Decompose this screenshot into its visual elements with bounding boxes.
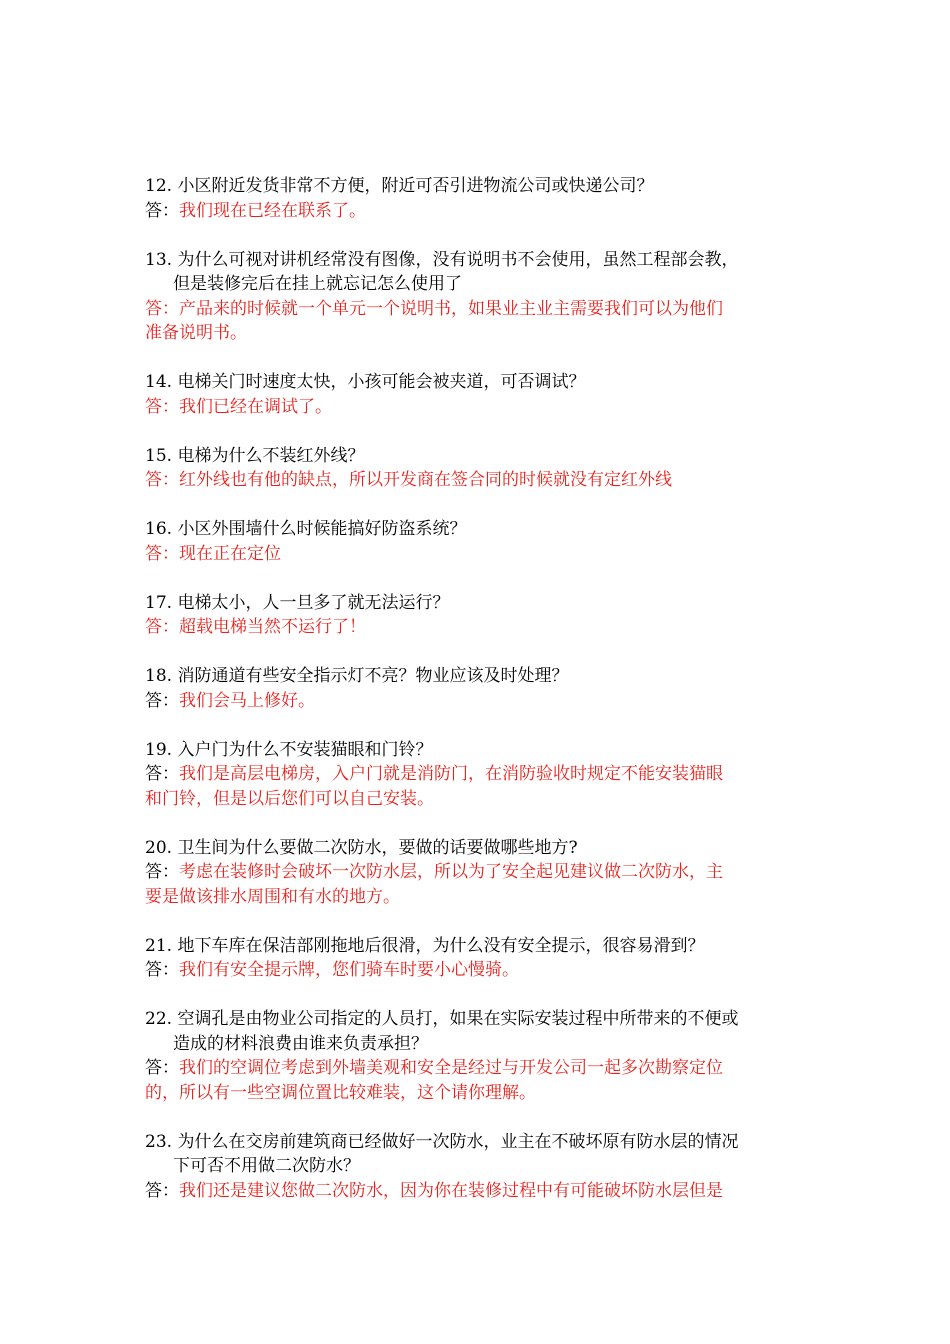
question-text: 14. 电梯关门时速度太快，小孩可能会被夹道，可否调试？ bbox=[145, 372, 586, 392]
question-text-continued: 但是装修完后在挂上就忘记怎么使用了 bbox=[173, 274, 462, 294]
answer-text bbox=[145, 762, 810, 787]
answer-text bbox=[145, 615, 810, 640]
answer-text bbox=[145, 297, 810, 322]
answer-body: 我们的空调位考虑到外墙美观和安全是经过与开发公司一起多次勘察定位 bbox=[179, 1058, 723, 1078]
question-text: 12. 小区附近发货非常不方便，附近可否引进物流公司或快递公司？ bbox=[145, 176, 654, 196]
document-page bbox=[145, 174, 810, 1228]
qa-item bbox=[145, 174, 810, 223]
question-text: 20. 卫生间为什么要做二次防水，要做的话要做哪些地方? bbox=[145, 837, 578, 858]
qa-item bbox=[145, 836, 810, 910]
answer-prefix: 答： bbox=[145, 298, 179, 319]
question-text: 21. 地下车库在保洁部刚拖地后很滑，为什么没有安全提示，很容易滑到？ bbox=[145, 935, 705, 956]
answer-prefix: 答： bbox=[145, 200, 179, 221]
answer-text bbox=[145, 1056, 810, 1081]
answer-prefix: 答： bbox=[145, 617, 179, 637]
answer-text-continued bbox=[145, 321, 810, 346]
qa-item bbox=[145, 664, 810, 713]
answer-text-continued bbox=[145, 885, 810, 910]
answer-body: 红外线也有他的缺点，所以开发商在签合同的时候就没有定红外线 bbox=[179, 470, 672, 490]
answer-prefix: 答： bbox=[145, 764, 179, 784]
answer-text bbox=[145, 1179, 810, 1204]
answer-text bbox=[145, 689, 810, 714]
qa-item bbox=[145, 1130, 810, 1204]
answer-body: 我们还是建议您做二次防水，因为你在装修过程中有可能破坏防水层但是 bbox=[179, 1180, 723, 1201]
answer-body: 我们已经在调试了。 bbox=[179, 396, 332, 417]
answer-body: 和门铃，但是以后您们可以自己安装。 bbox=[145, 788, 434, 809]
question-text: 22. 空调孔是由物业公司指定的人员打，如果在实际安装过程中所带来的不便或 bbox=[145, 1009, 739, 1029]
answer-text-continued bbox=[145, 1081, 810, 1106]
answer-prefix: 答： bbox=[145, 862, 179, 882]
answer-text bbox=[145, 542, 810, 567]
answer-body: 考虑在装修时会破坏一次防水层，所以为了安全起见建议做二次防水，主 bbox=[179, 862, 723, 882]
answer-body: 要是做该排水周围和有水的地方。 bbox=[145, 886, 400, 907]
question-text: 16. 小区外围墙什么时候能搞好防盗系统？ bbox=[145, 519, 467, 539]
question-text: 15. 电梯为什么不装红外线？ bbox=[145, 445, 365, 466]
answer-prefix: 答： bbox=[145, 1058, 179, 1078]
answer-text bbox=[145, 958, 810, 983]
answer-text bbox=[145, 860, 810, 885]
question-text-continued: 造成的材料浪费由谁来负责承担？ bbox=[173, 1033, 428, 1054]
answer-prefix: 答： bbox=[145, 396, 179, 417]
question-text: 17. 电梯太小，人一旦多了就无法运行？ bbox=[145, 592, 450, 613]
qa-item bbox=[145, 444, 810, 493]
question-text-continued: 下可否不用做二次防水？ bbox=[173, 1156, 360, 1176]
qa-item bbox=[145, 1007, 810, 1105]
answer-prefix: 答： bbox=[145, 690, 179, 711]
answer-body: 现在正在定位 bbox=[179, 543, 281, 564]
answer-body: 我们有安全提示牌，您们骑车时要小心慢骑。 bbox=[179, 960, 519, 980]
qa-item bbox=[145, 517, 810, 566]
answer-body: 产品来的时候就一个单元一个说明书，如果业主业主需要我们可以为他们 bbox=[179, 298, 723, 319]
answer-prefix: 答： bbox=[145, 543, 179, 564]
question-text: 13. 为什么可视对讲机经常没有图像，没有说明书不会使用，虽然工程部会教， bbox=[145, 249, 739, 270]
qa-item bbox=[145, 934, 810, 983]
answer-text bbox=[145, 199, 810, 224]
qa-item bbox=[145, 248, 810, 346]
answer-body: 超载电梯当然不运行了！ bbox=[179, 617, 366, 637]
question-text: 19. 入户门为什么不安装猫眼和门铃？ bbox=[145, 739, 433, 760]
answer-body: 我们是高层电梯房，入户门就是消防门，在消防验收时规定不能安装猫眼 bbox=[179, 764, 723, 784]
answer-body: 我们现在已经在联系了。 bbox=[179, 200, 366, 221]
answer-text-continued bbox=[145, 787, 810, 812]
qa-item bbox=[145, 738, 810, 812]
answer-prefix: 答： bbox=[145, 1180, 179, 1201]
answer-body: 的，所以有一些空调位置比较难装，这个请你理解。 bbox=[145, 1082, 536, 1103]
answer-prefix: 答： bbox=[145, 960, 179, 980]
answer-body: 准备说明书。 bbox=[145, 323, 247, 343]
question-text: 23. 为什么在交房前建筑商已经做好一次防水，业主在不破坏原有防水层的情况 bbox=[145, 1131, 739, 1152]
answer-body: 我们会马上修好。 bbox=[179, 690, 315, 711]
answer-text bbox=[145, 395, 810, 420]
qa-item bbox=[145, 370, 810, 419]
answer-text bbox=[145, 468, 810, 493]
answer-prefix: 答： bbox=[145, 470, 179, 490]
qa-item bbox=[145, 591, 810, 640]
question-text: 18. 消防通道有些安全指示灯不亮？物业应该及时处理？ bbox=[145, 666, 569, 686]
